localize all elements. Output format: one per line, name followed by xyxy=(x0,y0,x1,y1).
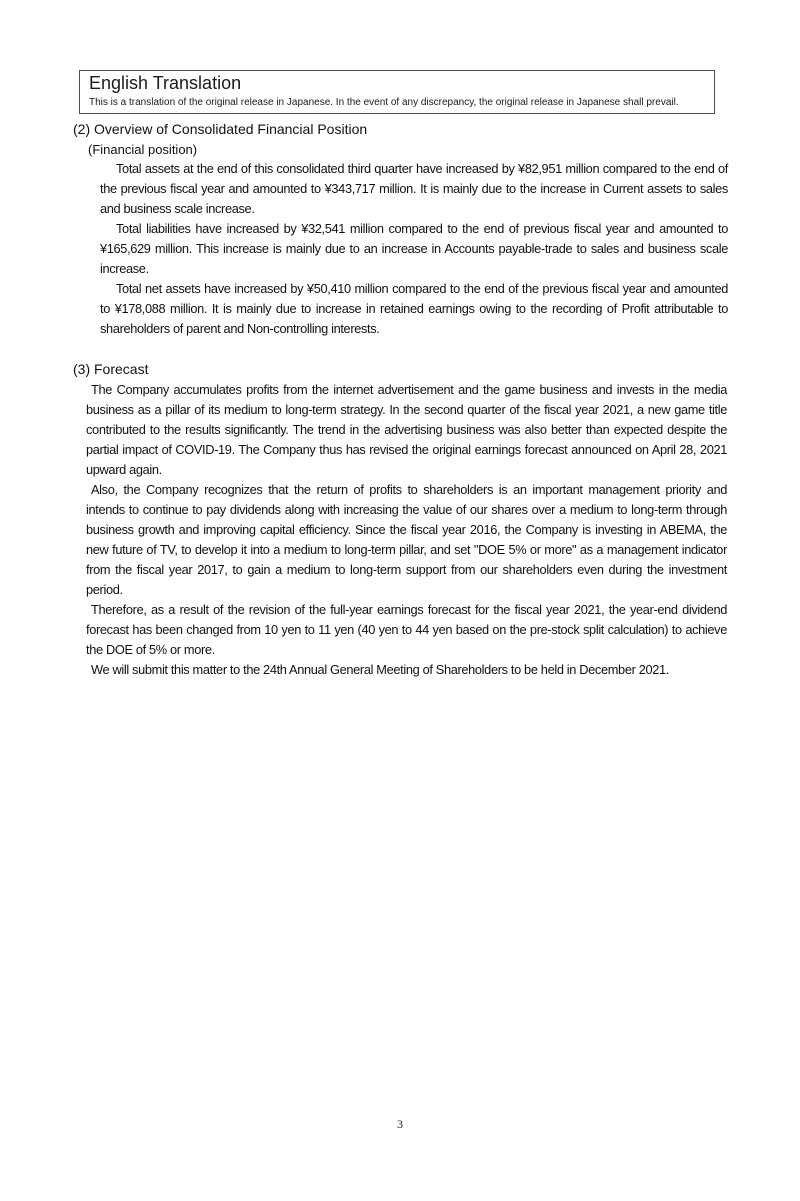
financial-position-heading: (2) Overview of Consolidated Financial Position xyxy=(73,121,368,137)
document-page xyxy=(0,70,800,1201)
paragraph-dividend-revision: Therefore, as a result of the revision of the full-year earnings forecast for the fiscal year 2021, the year-end dividend forecast has been changed from 10 yen to 11 yen (40 yen to 44 yen based on the pre-stock split calculation) to achieve the DOE of 5% or more. xyxy=(86,602,727,657)
translation-box-disclaimer: This is a translation of the original release in Japanese. In the event of any discrepancy, the original release in Japanese shall prevail. xyxy=(89,97,679,108)
paragraph-total-liabilities: Total liabilities have increased by ¥32,541 million compared to the end of previous fiscal year and amounted to ¥165,629 million. This increase is mainly due to an increase in Accounts payable-trade to sales and business scale increase. xyxy=(100,221,728,276)
paragraph-total-net-assets: Total net assets have increased by ¥50,410 million compared to the end of the previous fiscal year and amounted to ¥178,088 million. It is mainly due to increase in retained earnings owing to the recording of Profit attributable to shareholders of parent and Non-controlling interests. xyxy=(100,281,728,336)
section-financial-position xyxy=(0,120,800,339)
translation-box-title: English Translation xyxy=(89,73,242,93)
paragraph-shareholder-returns: Also, the Company recognizes that the return of profits to shareholders is an important management priority and intends to continue to pay dividends along with increasing the value of our shares over a medium to long-term through business growth and improving capital efficiency. Since the fiscal year 2016, the Company is investing in ABEMA, the new future of TV, to develop it into a medium to long-term pillar, and set "DOE 5% or more" as a management indicator from the fiscal year 2017, to gain a medium to long-term support from our shareholders even during the investment period. xyxy=(86,482,727,597)
paragraph-forecast-overview: The Company accumulates profits from the internet advertisement and the game business and invests in the media business as a pillar of its medium to long-term strategy. In the second quarter of the fiscal year 2021, a new game title contributed to the results significantly. The trend in the advertising business was also better than expected despite the partial impact of COVID-19. The Company thus has revised the original earnings forecast announced on April 28, 2021 upward again. xyxy=(86,382,727,477)
section-forecast xyxy=(0,360,800,680)
page-number: 3 xyxy=(397,1117,403,1131)
forecast-heading: (3) Forecast xyxy=(73,361,149,377)
translation-notice-box xyxy=(79,70,715,114)
paragraph-total-assets: Total assets at the end of this consolidated third quarter have increased by ¥82,951 million compared to the end of the previous fiscal year and amounted to ¥343,717 million. It is mainly due to the increase in Current assets to sales and business scale increase. xyxy=(100,161,728,216)
paragraph-agm-submission: We will submit this matter to the 24th Annual General Meeting of Shareholders to be held in December 2021. xyxy=(91,662,669,677)
financial-position-subheading: (Financial position) xyxy=(88,142,198,157)
